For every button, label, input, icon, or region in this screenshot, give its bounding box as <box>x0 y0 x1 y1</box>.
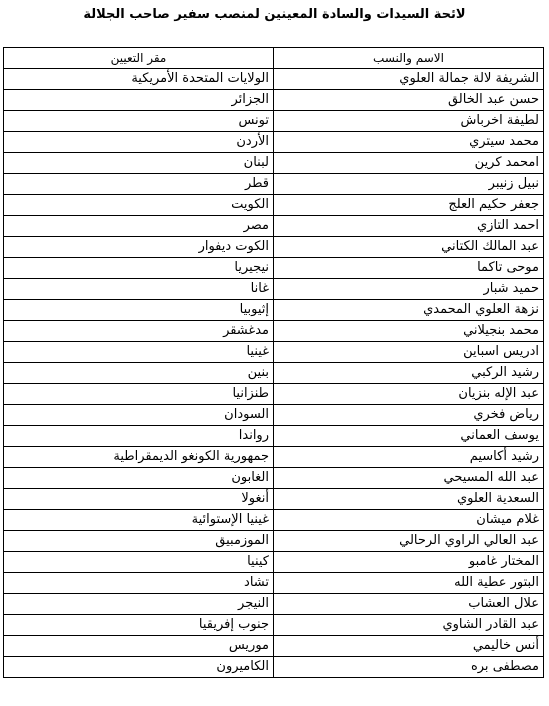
table-row <box>4 195 544 216</box>
table-row <box>4 447 544 468</box>
ambassador-name-cell: يوسف العماني <box>274 426 544 447</box>
assignment-post-cell: رواندا <box>4 426 274 447</box>
assignment-post-cell: الموزمبيق <box>4 531 274 552</box>
ambassador-name-cell: محمد بنجيلاني <box>274 321 544 342</box>
assignment-post-cell: مصر <box>4 216 274 237</box>
ambassador-name-cell: لطيفة اخرباش <box>274 111 544 132</box>
ambassador-name-cell: محمد سيتري <box>274 132 544 153</box>
assignment-post-cell: الكاميرون <box>4 657 274 678</box>
assignment-post-cell: تشاد <box>4 573 274 594</box>
ambassador-name-cell: عبد الإله بنزيان <box>274 384 544 405</box>
assignment-post-cell: الولايات المتحدة الأمريكية <box>4 69 274 90</box>
assignment-post-cell: الجزائر <box>4 90 274 111</box>
assignment-post-cell: جنوب إفريقيا <box>4 615 274 636</box>
table-row <box>4 342 544 363</box>
assignment-post-cell: الكوت ديفوار <box>4 237 274 258</box>
assignment-post-cell: لبنان <box>4 153 274 174</box>
assignment-post-cell: كينيا <box>4 552 274 573</box>
assignment-post-cell: مدغشقر <box>4 321 274 342</box>
assignment-post-cell: النيجر <box>4 594 274 615</box>
table-row <box>4 573 544 594</box>
assignment-post-cell: غانا <box>4 279 274 300</box>
column-header-post: مقر التعيين <box>4 48 274 69</box>
table-row <box>4 174 544 195</box>
table-row <box>4 468 544 489</box>
ambassador-name-cell: غلام ميشان <box>274 510 544 531</box>
ambassador-name-cell: عبد العالي الراوي الرحالي <box>274 531 544 552</box>
table-row <box>4 384 544 405</box>
assignment-post-cell: غينيا الإستوائية <box>4 510 274 531</box>
table-row <box>4 552 544 573</box>
table-row <box>4 510 544 531</box>
ambassador-name-cell: امحمد كرين <box>274 153 544 174</box>
assignment-post-cell: غينيا <box>4 342 274 363</box>
table-row <box>4 363 544 384</box>
ambassador-name-cell: احمد التازي <box>274 216 544 237</box>
table-row <box>4 489 544 510</box>
ambassador-name-cell: المختار غامبو <box>274 552 544 573</box>
assignment-post-cell: جمهورية الكونغو الديمقراطية <box>4 447 274 468</box>
ambassador-name-cell: نزهة العلوي المحمدي <box>274 300 544 321</box>
ambassador-name-cell: حميد شبار <box>274 279 544 300</box>
table-row <box>4 258 544 279</box>
table-header-row <box>4 48 544 69</box>
table-row <box>4 405 544 426</box>
assignment-post-cell: طنزانيا <box>4 384 274 405</box>
ambassador-name-cell: عبد المالك الكتاني <box>274 237 544 258</box>
ambassador-name-cell: علال العشاب <box>274 594 544 615</box>
table-row <box>4 237 544 258</box>
assignment-post-cell: تونس <box>4 111 274 132</box>
assignment-post-cell: الأردن <box>4 132 274 153</box>
table-row <box>4 531 544 552</box>
ambassador-name-cell: عبد القادر الشاوي <box>274 615 544 636</box>
table-row <box>4 657 544 678</box>
table-row <box>4 426 544 447</box>
assignment-post-cell: إثيوبيا <box>4 300 274 321</box>
assignment-post-cell: أنغولا <box>4 489 274 510</box>
table-row <box>4 90 544 111</box>
table-row <box>4 321 544 342</box>
ambassadors-table <box>3 47 544 678</box>
assignment-post-cell: السودان <box>4 405 274 426</box>
table-row <box>4 615 544 636</box>
table-row <box>4 111 544 132</box>
table-row <box>4 132 544 153</box>
ambassador-name-cell: موحى تاكما <box>274 258 544 279</box>
table-row <box>4 69 544 90</box>
table-body <box>4 69 544 678</box>
table-row <box>4 636 544 657</box>
ambassador-name-cell: ادريس اسباين <box>274 342 544 363</box>
ambassador-name-cell: السعدية العلوي <box>274 489 544 510</box>
assignment-post-cell: موريس <box>4 636 274 657</box>
ambassador-name-cell: البتور عطية الله <box>274 573 544 594</box>
ambassador-name-cell: رشيد الركبي <box>274 363 544 384</box>
assignment-post-cell: الغابون <box>4 468 274 489</box>
table-row <box>4 300 544 321</box>
table-row <box>4 153 544 174</box>
ambassador-name-cell: حسن عبد الخالق <box>274 90 544 111</box>
ambassador-name-cell: أنس خاليمي <box>274 636 544 657</box>
assignment-post-cell: بنين <box>4 363 274 384</box>
table-row <box>4 594 544 615</box>
table-row <box>4 216 544 237</box>
assignment-post-cell: قطر <box>4 174 274 195</box>
ambassador-name-cell: رشيد أكاسيم <box>274 447 544 468</box>
table-row <box>4 279 544 300</box>
ambassador-name-cell: عبد الله المسيحي <box>274 468 544 489</box>
document-title: لائحة السيدات والسادة المعينين لمنصب سفير صاحب الجلالة <box>83 7 466 22</box>
column-header-name: الاسم والنسب <box>274 48 544 69</box>
ambassador-name-cell: رياض فخري <box>274 405 544 426</box>
ambassador-name-cell: مصطفى بره <box>274 657 544 678</box>
ambassador-name-cell: الشريفة لالة جمالة العلوي <box>274 69 544 90</box>
assignment-post-cell: الكويت <box>4 195 274 216</box>
assignment-post-cell: نيجيريا <box>4 258 274 279</box>
ambassador-name-cell: نبيل زنيبر <box>274 174 544 195</box>
ambassador-name-cell: جعفر حكيم العلج <box>274 195 544 216</box>
